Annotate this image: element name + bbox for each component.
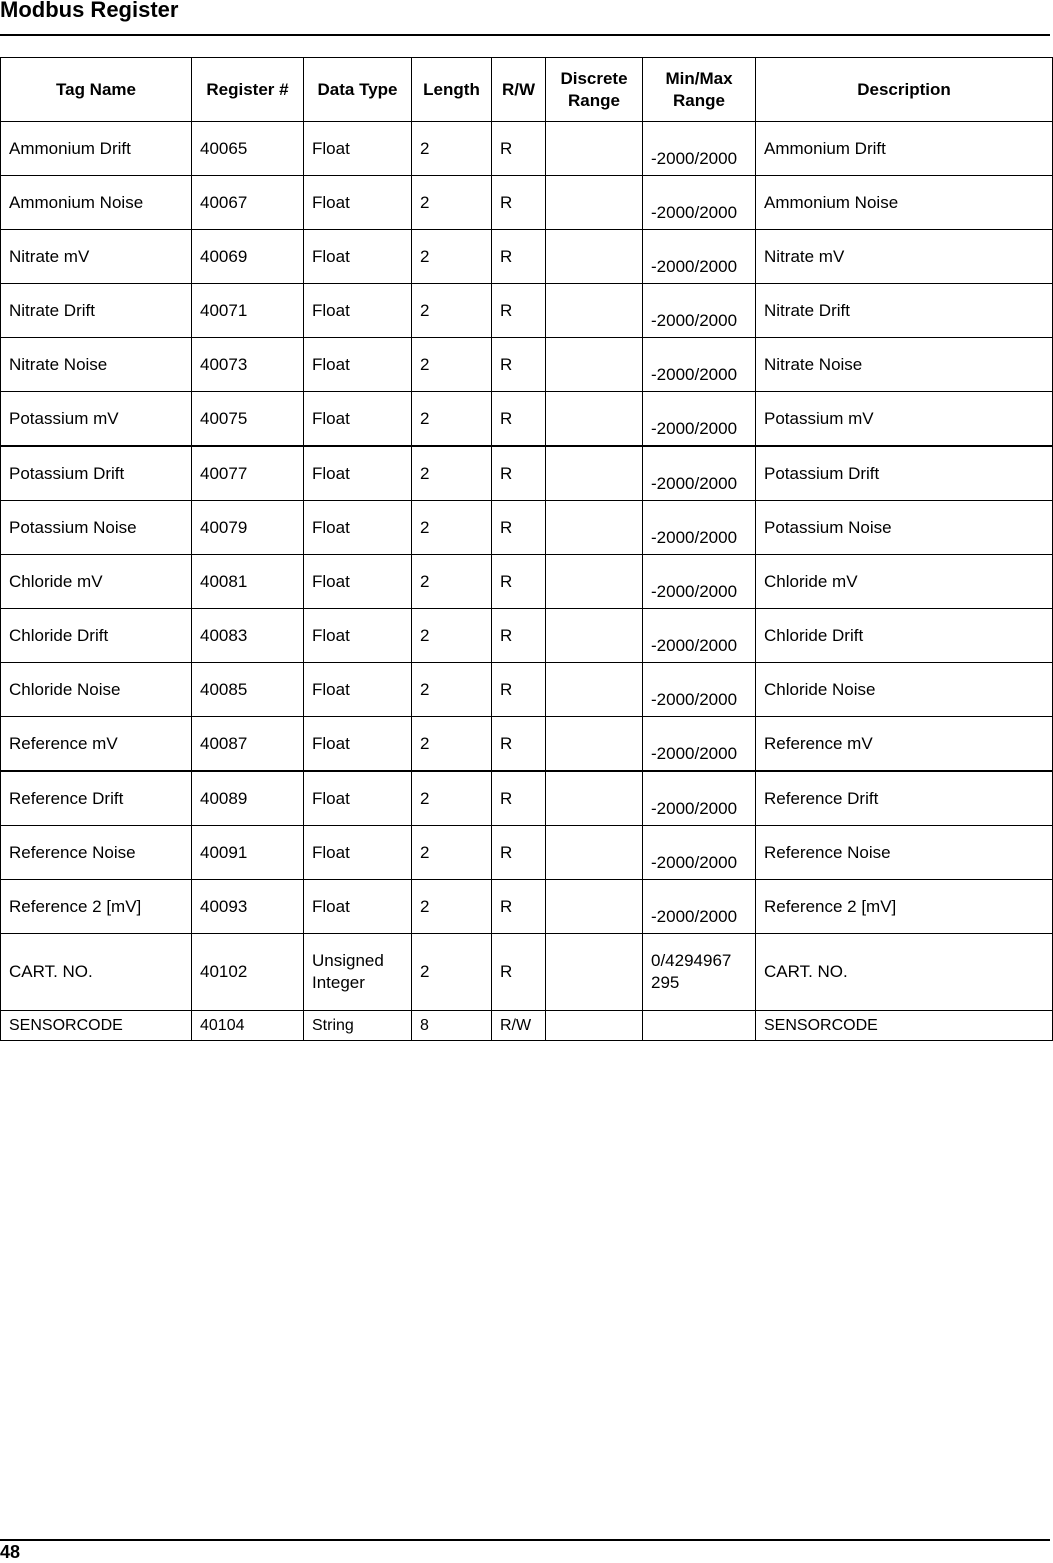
cell-description: Potassium mV [756, 392, 1053, 447]
cell-register: 40075 [192, 392, 304, 447]
cell-data-type: Float [304, 771, 412, 826]
header-register: Register # [192, 58, 304, 122]
cell-rw: R [492, 284, 546, 338]
header-rw: R/W [492, 58, 546, 122]
cell-minmax-range: -2000/2000 [643, 826, 756, 880]
header-tag-name: Tag Name [1, 58, 192, 122]
cell-tag-name: Potassium Noise [1, 501, 192, 555]
cell-length: 2 [412, 555, 492, 609]
cell-discrete-range [546, 826, 643, 880]
table-row [1, 392, 1053, 447]
cell-rw: R/W [492, 1011, 546, 1041]
cell-description: Nitrate Drift [756, 284, 1053, 338]
cell-data-type: Float [304, 176, 412, 230]
table-row [1, 446, 1053, 501]
cell-rw: R [492, 446, 546, 501]
cell-tag-name: Potassium mV [1, 392, 192, 447]
cell-register: 40065 [192, 122, 304, 176]
cell-data-type: Float [304, 392, 412, 447]
cell-minmax-range: -2000/2000 [643, 176, 756, 230]
cell-discrete-range [546, 501, 643, 555]
cell-register: 40081 [192, 555, 304, 609]
cell-data-type: Unsigned Integer [304, 934, 412, 1011]
cell-tag-name: Ammonium Drift [1, 122, 192, 176]
cell-data-type: Float [304, 880, 412, 934]
cell-tag-name: Nitrate Noise [1, 338, 192, 392]
cell-description: Ammonium Noise [756, 176, 1053, 230]
cell-length: 2 [412, 609, 492, 663]
cell-register: 40087 [192, 717, 304, 772]
cell-tag-name: Nitrate mV [1, 230, 192, 284]
cell-register: 40085 [192, 663, 304, 717]
cell-register: 40091 [192, 826, 304, 880]
cell-minmax-range: -2000/2000 [643, 609, 756, 663]
cell-rw: R [492, 338, 546, 392]
cell-tag-name: Reference Drift [1, 771, 192, 826]
table-row [1, 609, 1053, 663]
cell-data-type: Float [304, 230, 412, 284]
cell-discrete-range [546, 122, 643, 176]
table-row [1, 771, 1053, 826]
cell-length: 2 [412, 392, 492, 447]
cell-length: 8 [412, 1011, 492, 1041]
table-header-row [1, 58, 1053, 122]
cell-register: 40069 [192, 230, 304, 284]
cell-length: 2 [412, 230, 492, 284]
cell-tag-name: Nitrate Drift [1, 284, 192, 338]
cell-length: 2 [412, 934, 492, 1011]
cell-rw: R [492, 771, 546, 826]
cell-description: Reference 2 [mV] [756, 880, 1053, 934]
cell-minmax-range: -2000/2000 [643, 338, 756, 392]
header-length: Length [412, 58, 492, 122]
cell-description: Reference Noise [756, 826, 1053, 880]
header-data-type: Data Type [304, 58, 412, 122]
cell-description: SENSORCODE [756, 1011, 1053, 1041]
cell-discrete-range [546, 392, 643, 447]
cell-data-type: Float [304, 717, 412, 772]
cell-register: 40102 [192, 934, 304, 1011]
cell-minmax-range: -2000/2000 [643, 501, 756, 555]
table-row [1, 284, 1053, 338]
cell-discrete-range [546, 663, 643, 717]
cell-discrete-range [546, 338, 643, 392]
cell-data-type: Float [304, 284, 412, 338]
table-row [1, 176, 1053, 230]
header-discrete-range: Discrete Range [546, 58, 643, 122]
cell-description: CART. NO. [756, 934, 1053, 1011]
cell-data-type: Float [304, 446, 412, 501]
cell-description: Chloride Drift [756, 609, 1053, 663]
cell-discrete-range [546, 284, 643, 338]
cell-length: 2 [412, 446, 492, 501]
cell-tag-name: Chloride mV [1, 555, 192, 609]
cell-rw: R [492, 934, 546, 1011]
cell-discrete-range [546, 555, 643, 609]
cell-discrete-range [546, 717, 643, 772]
page-title: Modbus Register [0, 0, 179, 22]
cell-discrete-range [546, 176, 643, 230]
cell-data-type: Float [304, 555, 412, 609]
cell-register: 40079 [192, 501, 304, 555]
cell-tag-name: Reference Noise [1, 826, 192, 880]
cell-register: 40073 [192, 338, 304, 392]
cell-tag-name: Ammonium Noise [1, 176, 192, 230]
cell-register: 40071 [192, 284, 304, 338]
cell-register: 40067 [192, 176, 304, 230]
cell-discrete-range [546, 609, 643, 663]
cell-data-type: Float [304, 501, 412, 555]
cell-discrete-range [546, 1011, 643, 1041]
cell-tag-name: Potassium Drift [1, 446, 192, 501]
cell-length: 2 [412, 717, 492, 772]
cell-register: 40089 [192, 771, 304, 826]
cell-tag-name: Reference 2 [mV] [1, 880, 192, 934]
cell-description: Potassium Noise [756, 501, 1053, 555]
cell-discrete-range [546, 446, 643, 501]
modbus-register-table [0, 57, 1053, 1041]
cell-minmax-range: -2000/2000 [643, 880, 756, 934]
cell-minmax-range: -2000/2000 [643, 284, 756, 338]
cell-rw: R [492, 826, 546, 880]
header-minmax-range: Min/Max Range [643, 58, 756, 122]
cell-minmax-range: -2000/2000 [643, 392, 756, 447]
cell-discrete-range [546, 880, 643, 934]
cell-length: 2 [412, 501, 492, 555]
cell-rw: R [492, 880, 546, 934]
cell-rw: R [492, 176, 546, 230]
cell-length: 2 [412, 122, 492, 176]
cell-data-type: Float [304, 826, 412, 880]
cell-minmax-range: -2000/2000 [643, 122, 756, 176]
cell-register: 40104 [192, 1011, 304, 1041]
table-row [1, 230, 1053, 284]
cell-tag-name: Chloride Noise [1, 663, 192, 717]
cell-data-type: String [304, 1011, 412, 1041]
cell-discrete-range [546, 230, 643, 284]
cell-rw: R [492, 717, 546, 772]
cell-discrete-range [546, 771, 643, 826]
cell-description: Nitrate mV [756, 230, 1053, 284]
cell-minmax-range [643, 1011, 756, 1041]
cell-rw: R [492, 122, 546, 176]
cell-data-type: Float [304, 663, 412, 717]
cell-description: Chloride Noise [756, 663, 1053, 717]
cell-tag-name: Reference mV [1, 717, 192, 772]
cell-length: 2 [412, 663, 492, 717]
cell-rw: R [492, 230, 546, 284]
cell-rw: R [492, 663, 546, 717]
header-divider [0, 34, 1050, 36]
table-row [1, 934, 1053, 1011]
cell-length: 2 [412, 826, 492, 880]
cell-description: Nitrate Noise [756, 338, 1053, 392]
cell-description: Chloride mV [756, 555, 1053, 609]
cell-length: 2 [412, 176, 492, 230]
cell-minmax-range: -2000/2000 [643, 663, 756, 717]
table-row [1, 717, 1053, 772]
cell-length: 2 [412, 880, 492, 934]
cell-tag-name: Chloride Drift [1, 609, 192, 663]
cell-description: Reference mV [756, 717, 1053, 772]
cell-minmax-range: -2000/2000 [643, 771, 756, 826]
header-description: Description [756, 58, 1053, 122]
cell-tag-name: SENSORCODE [1, 1011, 192, 1041]
cell-rw: R [492, 501, 546, 555]
table-row [1, 555, 1053, 609]
table-row [1, 122, 1053, 176]
table-row [1, 826, 1053, 880]
cell-minmax-range: -2000/2000 [643, 717, 756, 772]
cell-description: Reference Drift [756, 771, 1053, 826]
table-row [1, 1011, 1053, 1041]
cell-minmax-range: -2000/2000 [643, 555, 756, 609]
cell-length: 2 [412, 771, 492, 826]
cell-length: 2 [412, 338, 492, 392]
cell-description: Potassium Drift [756, 446, 1053, 501]
footer-divider [0, 1539, 1050, 1541]
cell-rw: R [492, 555, 546, 609]
cell-discrete-range [546, 934, 643, 1011]
cell-register: 40093 [192, 880, 304, 934]
cell-minmax-range: -2000/2000 [643, 446, 756, 501]
cell-tag-name: CART. NO. [1, 934, 192, 1011]
cell-description: Ammonium Drift [756, 122, 1053, 176]
cell-data-type: Float [304, 609, 412, 663]
table-row [1, 501, 1053, 555]
cell-minmax-range: 0/4294967 295 [643, 934, 756, 1011]
table-row [1, 338, 1053, 392]
cell-length: 2 [412, 284, 492, 338]
table-row [1, 880, 1053, 934]
cell-register: 40083 [192, 609, 304, 663]
cell-rw: R [492, 392, 546, 447]
table-row [1, 663, 1053, 717]
cell-data-type: Float [304, 338, 412, 392]
cell-rw: R [492, 609, 546, 663]
page-number: 48 [0, 1542, 21, 1562]
cell-register: 40077 [192, 446, 304, 501]
cell-data-type: Float [304, 122, 412, 176]
cell-minmax-range: -2000/2000 [643, 230, 756, 284]
